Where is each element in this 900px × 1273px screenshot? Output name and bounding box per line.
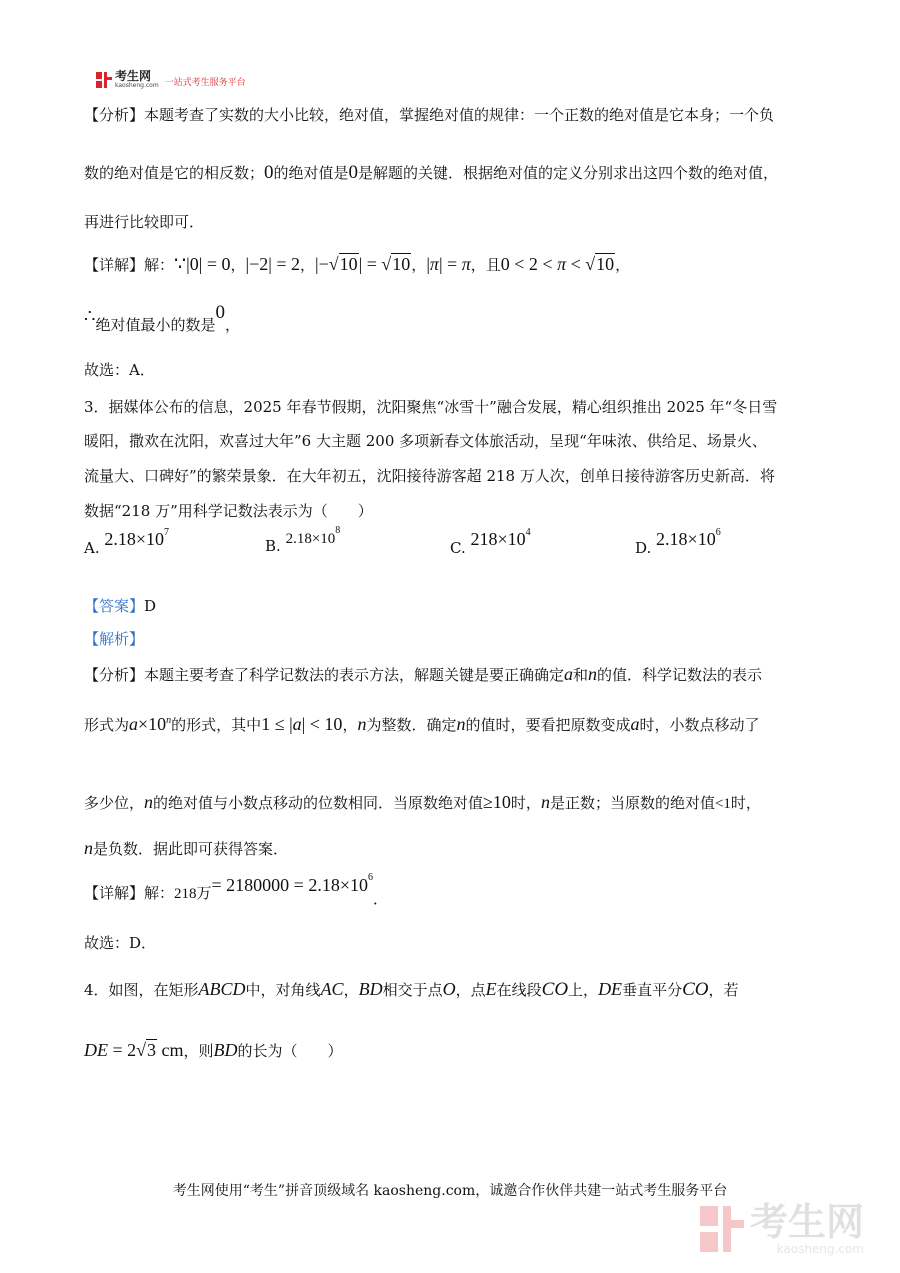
- brand-logo: [96, 70, 246, 89]
- q3-answer: 【答案】D: [84, 597, 157, 615]
- brand-slogan: 一站式考生服务平台: [164, 77, 246, 88]
- page-footer: 考生网使用“考生”拼音顶级域名 kaosheng.com，诚邀合作伙伴共建一站式考生服务平台: [172, 1183, 728, 1199]
- q2-detail-line1: 【详解】解：∵|0| = 0，|−2| = 2，|−√10| = √10，|π| = π，且0 < 2 < π < √10，: [84, 254, 631, 275]
- q3-analysis-line1: 【分析】本题主要考查了科学记数法的表示方法，解题关键是要正确确定a和n的值．科学记数法的表示: [84, 664, 763, 684]
- q3-stem-line2: 暖阳，撒欢在沈阳，欢喜过大年”6 大主题 200 多项新春文体旅活动，呈现“年味浓、供给足、场景火、: [84, 432, 767, 450]
- q3-analysis-line4: n是负数．据此即可获得答案．: [84, 838, 289, 858]
- q3-analysis-heading: 【解析】: [84, 630, 145, 648]
- q4-stem-line1: 4．如图，在矩形ABCD中，对角线AC，BD相交于点O，点E在线段CO上，DE垂直平分CO，若: [84, 979, 739, 1000]
- brand-name: 考生网: [115, 69, 152, 83]
- brand-text: [115, 70, 159, 89]
- q2-analysis-line1: 【分析】本题考查了实数的大小比较，绝对值，掌握绝对值的规律：一个正数的绝对值是它本身；一个负: [84, 106, 775, 124]
- q3-stem-line3: 流量大、口碑好”的繁荣景象．在大年初五，沈阳接待游客超 218 万人次，创单日接待游客历史新高．将: [84, 467, 775, 485]
- q3-analysis-line3: 多少位，n的绝对值与小数点移动的位数相同．当原数绝对值≥10时，n是正数；当原数的绝对值<1时，: [84, 792, 761, 812]
- q2-choose: 故选：A．: [84, 361, 155, 379]
- watermark-text: 考生网 kaosheng.com: [749, 1200, 864, 1256]
- watermark: [700, 1202, 864, 1256]
- q2-detail-line2: ∴绝对值最小的数是0，: [84, 302, 240, 334]
- q3-option-c: C. $218\times 10^4$: [450, 527, 531, 557]
- q3-choose: 故选：D．: [84, 934, 157, 952]
- q2-analysis-line2: 数的绝对值是它的相反数；0的绝对值是0是解题的关键．根据绝对值的定义分别求出这四个数的绝对值，: [84, 162, 779, 183]
- q3-option-d: D. $2.18\times 10^6$: [635, 527, 721, 557]
- watermark-mark-icon: [700, 1206, 744, 1252]
- q3-analysis-line2: 形式为$a\times 10^n$的形式，其中1 ≤ |a| < 10，n为整数．确定n的值时，要看把原数变成a时，小数点移动了: [84, 714, 760, 734]
- q4-stem-line2: DE = 2√3 cm，则BD的长为（ ）: [84, 1040, 343, 1060]
- q3-stem-line4: 数据“218 万”用科学记数法表示为（ ）: [84, 502, 373, 520]
- q3-option-b: B. $2.18\times 10^8$: [265, 525, 341, 555]
- q2-analysis-line3: 再进行比较即可．: [84, 213, 205, 231]
- q3-stem-line1: 3．据媒体公布的信息，2025 年春节假期，沈阳聚焦“冰雪十”融合发展，精心组织推出 2025 年“冬日雪: [84, 398, 778, 416]
- q3-detail: 【详解】解：218万= $2180000 = 2.18\times 10^6$．: [84, 872, 389, 908]
- brand-domain: kaosheng.com: [115, 82, 159, 89]
- q3-option-a: A. $2.18\times 10^7$: [84, 527, 170, 557]
- brand-mark-icon: [96, 72, 112, 88]
